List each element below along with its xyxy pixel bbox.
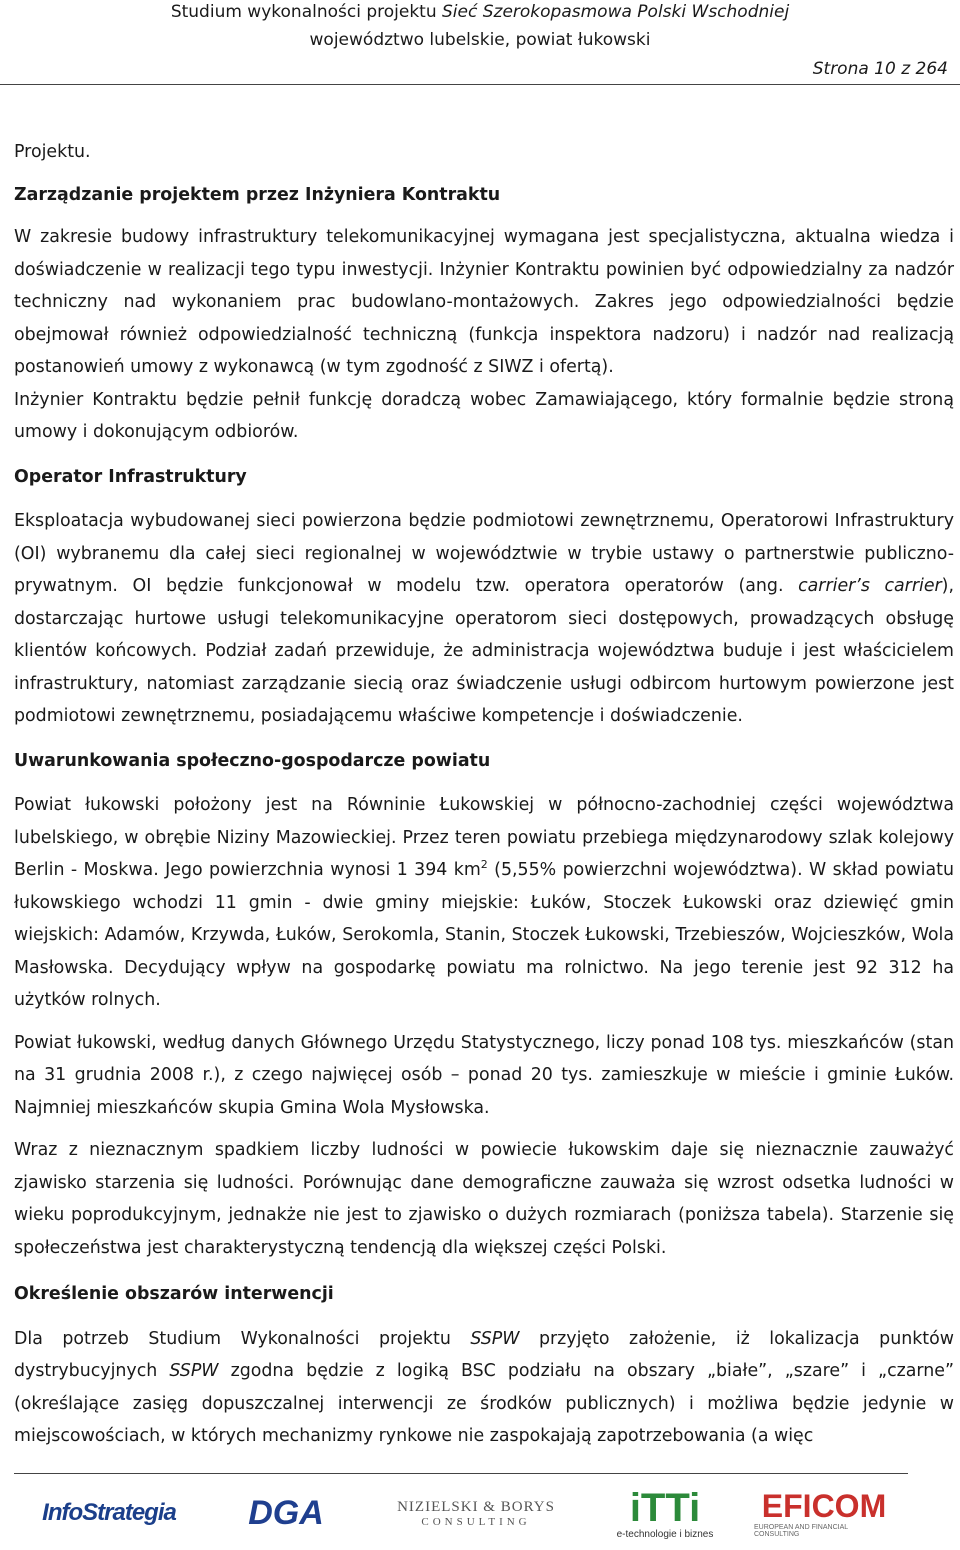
section-heading-operator: Operator Infrastruktury: [14, 466, 247, 487]
paragraph-obszary: Dla potrzeb Studium Wykonalności projektu SSPW przyjęto założenie, iż lokalizacja punktów dystrybucyjnych SSPW zgodna będzie z logiką BSC podziału na obszary „białe”, „szare” i „czarne” (określające zasięg dopuszczalnej interwencji ze środków publicznych) i możliwa będzie jedynie w miejscowościach, w których mechanizmy rynkowe nie zaspokajają zapotrzebowania (a więc: [14, 1328, 954, 1446]
infostrategia-logo: InfoStrategia: [42, 1499, 176, 1526]
eficom-logo: EFICOM EUROPEAN AND FINANCIAL CONSULTING: [754, 1488, 887, 1538]
header-title-project: Sieć Szerokopasmowa Polski Wschodniej: [442, 2, 790, 22]
nizielski-borys-logo: NIZIELSKI & BORYS CONSULTING: [397, 1498, 555, 1528]
header-divider: [0, 84, 960, 85]
section-heading-inzynier: Zarządzanie projektem przez Inżyniera Kontraktu: [14, 184, 501, 205]
paragraph-inzynier-2: Inżynier Kontraktu będzie pełnił funkcję doradczą wobec Zamawiającego, który formalnie będzie stroną umowy i dokonującym odbiorów.: [14, 389, 954, 442]
header-title: [0, 0, 960, 24]
dga-logo: DGA: [248, 1493, 324, 1532]
paragraph-operator: Eksploatacja wybudowanej sieci powierzona będzie podmiotowi zewnętrznemu, Operatorowi Infrastruktury (OI) wybranemu dla całej sieci regionalnej w województwie w trybie ustawy o partnerstwie publiczno-prywatnym. OI będzie funkcjonował w modelu tzw. operatora operatorów (ang. carrier’s carrier), dostarczając hurtowe usługi telekomunikacyjne operatorom sieci dostępowych, prowadzących obsługę klientów końcowych. Podział zadań przewiduje, że administracja województwa buduje i jest właścicielem infrastruktury, natomiast zarządzanie siecią oraz świadczenie usługi odbircom hurtowym powierzone jest podmiotowi zewnętrznemu, posiadającemu właściwe kompetencje i doświadczenie.: [14, 511, 954, 726]
term-carriers-carrier: carrier’s carrier: [798, 576, 942, 596]
header-subtitle: województwo lubelskie, powiat łukowski: [309, 30, 651, 50]
page-number: Strona 10 z 264: [812, 59, 948, 79]
itti-logo: iTTi e-technologie i biznes: [616, 1485, 714, 1540]
header-title-prefix: Studium wykonalności projektu: [170, 2, 443, 22]
section-heading-uwarunkowania: Uwarunkowania społeczno-gospodarcze powiatu: [14, 750, 491, 771]
section-heading-obszary: Określenie obszarów interwencji: [14, 1284, 334, 1304]
page-header: [0, 0, 960, 86]
footer-logos: [0, 1480, 960, 1550]
paragraph-uwarunkowania-1: Powiat łukowski położony jest na Równinie Łukowskiej w północno-zachodniej części województwa lubelskiego, w obrębie Niziny Mazowieckiej. Przez teren powiatu przebiega międzynarodowy szlak kolejowy Berlin - Moskwa. Jego powierzchnia wynosi 1 394 $km^2$ (5,55% powierzchni województwa). W skład powiatu łukowskiego wchodzi 11 gmin - dwie gminy miejskie: Łuków, Stoczek Łukowski oraz dziewięć gmin wiejskich: Adamów, Krzywda, Łuków, Serokomla, Stanin, Stoczek Łukowski, Trzebieszów, Wojcieszków, Wola Masłowska. Decydujący wpływ na gospodarkę powiatu ma rolnictwo. Na jego terenie jest 92 312 ha użytków rolnych.: [14, 795, 954, 1010]
paragraph-uwarunkowania-3: Wraz z nieznacznym spadkiem liczby ludności w powiecie łukowskim daje się nieznacznie zauważyć zjawisko starzenia się ludności. Porównując dane demograficzne zauważa się wzrost odsetka ludności w wieku poprodukcyjnym, jednakże nie jest to zjawisko o dużych rozmiarach (poniższa tabela). Starzenie się społeczeństwa jest charakterystyczną tendencją dla większej części Polski.: [14, 1140, 954, 1258]
paragraph-inzynier-1: W zakresie budowy infrastruktury telekomunikacyjnej wymagana jest specjalistyczna, aktualna wiedza i doświadczenie w realizacji tego typu inwestycji. Inżynier Kontraktu powinien być odpowiedzialny za nadzór techniczny nad wykonaniem prac budowlano-montażowych. Zakres jego odpowiedzialności będzie obejmował również odpowiedzialność techniczną (funkcja inspektora nadzoru) i nadzór nad realizacją postanowień umowy z wykonawcą (w tym zgodność z SIWZ i ofertą).: [14, 227, 954, 377]
paragraph-uwarunkowania-2: Powiat łukowski, według danych Głównego Urzędu Statystycznego, liczy ponad 108 tys. mieszkańców (stan na 31 grudnia 2008 r.), z czego najwięcej osób – ponad 20 tys. zamieszkuje w mieście i gminie Łuków. Najmniej mieszkańców skupia Gmina Wola Mysłowska.: [14, 1032, 954, 1118]
document-body: [14, 136, 954, 1453]
footer-divider: [14, 1473, 908, 1474]
intro-paragraph: Projektu.: [14, 142, 91, 162]
superscript-2: 2: [480, 858, 488, 872]
